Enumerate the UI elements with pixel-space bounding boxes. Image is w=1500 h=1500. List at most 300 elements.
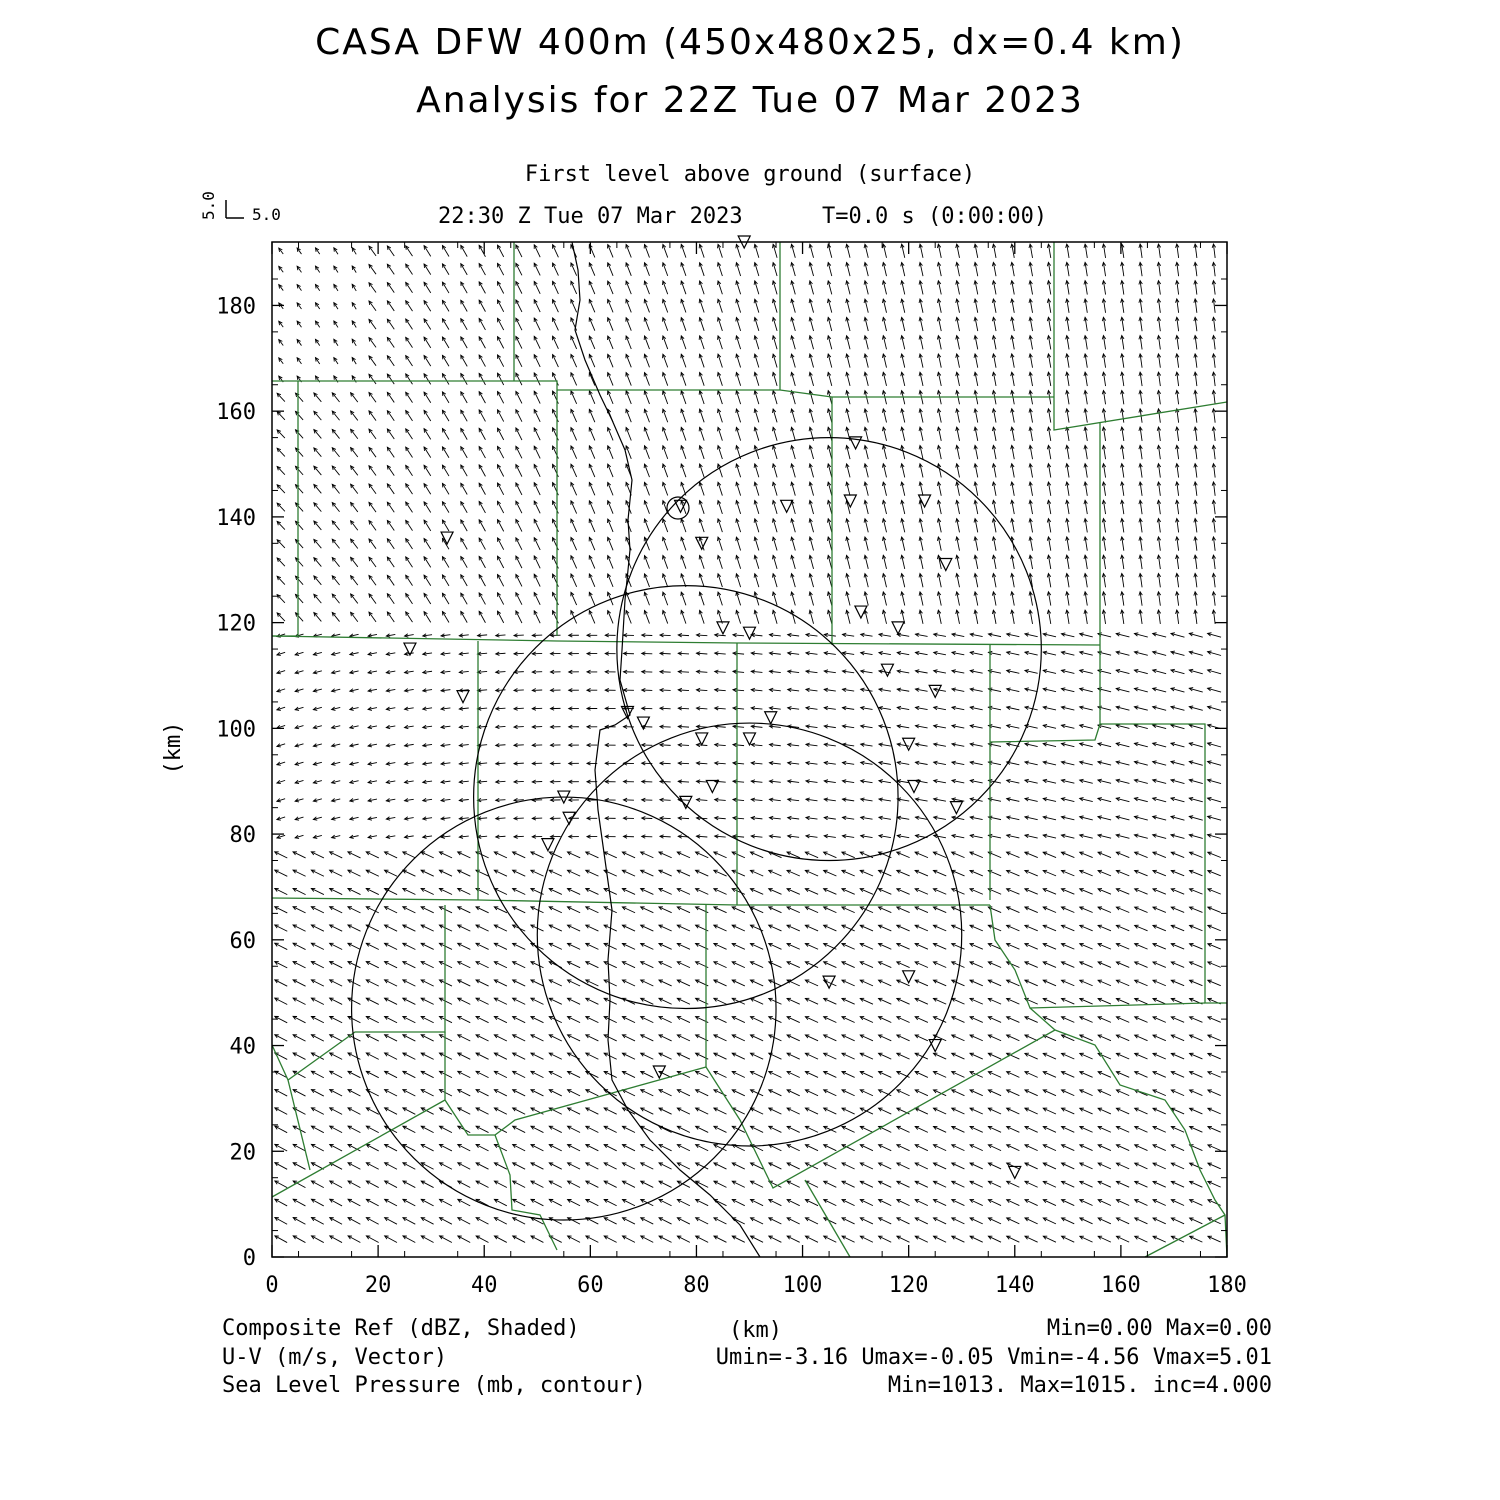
wind-vector	[531, 1035, 544, 1041]
wind-vector	[1080, 743, 1093, 747]
wind-vector	[878, 889, 891, 895]
wind-vector	[659, 1181, 672, 1187]
wind-vector	[534, 519, 540, 531]
wind-vector	[387, 392, 394, 402]
wind-vector	[769, 1017, 782, 1023]
wind-vector	[952, 1053, 965, 1059]
wind-vector	[901, 244, 905, 258]
wind-vector	[805, 962, 818, 968]
wind-vector	[772, 409, 777, 422]
y-tick-label: 140	[216, 505, 256, 531]
wind-vector	[824, 688, 836, 691]
wind-vector	[882, 244, 886, 258]
wind-vector	[386, 798, 395, 801]
wind-vector	[1135, 1126, 1148, 1132]
wind-vector	[1043, 651, 1056, 655]
wind-vector	[1208, 688, 1221, 692]
wind-vector	[424, 484, 431, 495]
wind-vector	[974, 500, 978, 514]
wind-vector	[860, 889, 873, 895]
wind-vector	[988, 725, 1001, 729]
wind-vector	[459, 835, 469, 838]
wind-vector	[1043, 761, 1056, 765]
wind-vector	[788, 743, 799, 746]
wind-vector	[864, 537, 868, 551]
wind-vector	[461, 593, 467, 604]
wind-vector	[992, 336, 996, 350]
wind-vector	[293, 1199, 305, 1206]
wind-vector	[626, 537, 631, 550]
wind-vector	[332, 411, 339, 420]
wind-vector	[1043, 816, 1056, 820]
wind-vector	[421, 1090, 433, 1096]
wind-vector	[385, 1218, 397, 1225]
wind-vector	[277, 576, 285, 584]
wind-vector	[933, 1090, 946, 1096]
wind-vector	[699, 318, 704, 331]
wind-vector	[589, 428, 595, 441]
wind-vector	[348, 980, 361, 986]
wind-vector	[586, 1090, 599, 1096]
wind-vector	[642, 816, 653, 819]
wind-vector	[1208, 834, 1221, 838]
wind-vector	[714, 1218, 727, 1224]
wind-vector	[498, 373, 504, 385]
wind-vector	[275, 1144, 287, 1151]
wind-vector	[1116, 706, 1129, 710]
wind-vector	[769, 907, 782, 913]
wind-vector	[788, 780, 799, 783]
wind-vector	[458, 998, 471, 1004]
wind-vector	[970, 925, 983, 931]
wind-vector	[824, 852, 837, 858]
wind-vector	[1171, 669, 1185, 673]
wind-vector	[934, 651, 946, 654]
wind-vector	[715, 798, 726, 801]
wind-vector	[386, 817, 395, 820]
wind-vector	[1084, 592, 1087, 606]
wind-vector	[424, 374, 431, 385]
wind-vector	[934, 834, 946, 837]
wind-vector	[567, 852, 580, 858]
wind-vector	[696, 1053, 709, 1059]
wind-vector	[915, 1108, 928, 1114]
wind-vector	[915, 1181, 928, 1187]
wind-vector	[988, 670, 1001, 674]
wind-vector	[384, 870, 397, 876]
wind-vector	[699, 501, 704, 514]
wind-vector	[956, 519, 960, 533]
wind-vector	[754, 263, 759, 276]
wind-vector	[1025, 1053, 1038, 1059]
wind-vector	[1043, 779, 1056, 783]
wind-vector	[549, 1236, 561, 1242]
wind-vector	[659, 907, 672, 913]
wind-vector	[1121, 500, 1124, 514]
wind-vector	[1047, 317, 1050, 331]
wind-vector	[461, 611, 467, 622]
wind-vector	[860, 943, 873, 949]
wind-vector	[351, 466, 358, 475]
wind-vector	[952, 925, 965, 931]
wind-vector	[586, 980, 599, 986]
wind-vector	[988, 816, 1001, 820]
wind-vector	[805, 1126, 818, 1132]
wind-vector	[717, 391, 722, 404]
wind-vector	[293, 1218, 305, 1225]
wind-vector	[1116, 962, 1129, 968]
wind-vector	[1171, 1200, 1184, 1206]
wind-vector	[1171, 816, 1185, 820]
wind-vector	[681, 244, 686, 257]
wind-vector	[1212, 610, 1215, 624]
wind-vector	[441, 652, 450, 655]
wind-vector	[1171, 889, 1184, 895]
wind-vector	[1098, 1200, 1111, 1206]
wind-vector	[1157, 482, 1160, 496]
wind-vector	[956, 445, 960, 459]
wind-vector	[348, 1071, 360, 1077]
wind-vector	[386, 652, 395, 655]
wind-vector	[293, 998, 305, 1004]
wind-vector	[1153, 1108, 1166, 1114]
wind-vector	[952, 651, 964, 654]
wind-vector	[369, 484, 376, 494]
wind-vector	[571, 336, 577, 349]
wind-vector	[1157, 610, 1160, 624]
wind-vector	[586, 1035, 599, 1041]
wind-vector	[1080, 1126, 1093, 1132]
wind-vector	[369, 338, 376, 348]
wind-vector	[314, 466, 321, 475]
wind-vector	[351, 521, 358, 530]
wind-vector	[532, 652, 542, 655]
wind-vector	[992, 317, 996, 331]
wind-vector	[1080, 1181, 1093, 1187]
wind-vector	[970, 1126, 983, 1132]
wind-vector	[644, 610, 649, 623]
wind-vector	[279, 248, 283, 254]
wind-vector	[387, 429, 394, 439]
wind-vector	[1098, 834, 1111, 838]
wind-vector	[531, 1017, 544, 1023]
wind-vector	[479, 575, 485, 586]
wind-vector	[1212, 464, 1215, 478]
wind-vector	[1061, 798, 1074, 802]
wind-vector	[1080, 1218, 1093, 1224]
wind-vector	[1043, 1181, 1056, 1187]
wind-vector	[387, 356, 394, 366]
wind-vector	[1098, 1181, 1111, 1187]
wind-vector	[607, 464, 613, 477]
wind-vector	[1102, 390, 1105, 404]
wind-vector	[970, 834, 982, 838]
wind-vector	[605, 780, 615, 783]
wind-vector	[897, 834, 909, 837]
wind-vector	[714, 962, 727, 968]
wind-vector	[864, 427, 868, 441]
wind-vector	[476, 907, 489, 913]
wind-vector	[788, 798, 799, 801]
wind-vector	[277, 430, 285, 438]
wind-vector	[626, 318, 631, 331]
wind-vector	[992, 445, 996, 459]
wind-vector	[295, 576, 303, 585]
wind-vector	[424, 264, 431, 275]
wind-vector	[587, 743, 597, 746]
wind-vector	[1171, 1126, 1184, 1132]
wind-vector	[1171, 1163, 1184, 1169]
wind-vector	[550, 688, 560, 691]
wind-vector	[751, 652, 762, 655]
wind-vector	[387, 447, 394, 457]
wind-vector	[970, 798, 982, 802]
wind-vector	[897, 1017, 910, 1023]
wind-vector	[806, 706, 818, 709]
wind-vector	[1062, 1072, 1075, 1078]
wind-vector	[677, 925, 690, 931]
wind-vector	[406, 539, 413, 549]
wind-vector	[571, 611, 577, 624]
wind-vector	[403, 980, 416, 986]
wind-vector	[498, 538, 504, 550]
wind-vector	[494, 1145, 506, 1151]
wind-vector	[988, 779, 1001, 783]
wind-vector	[607, 537, 613, 550]
wind-vector	[476, 1236, 488, 1243]
wind-vector	[369, 393, 376, 403]
wind-vector	[441, 689, 450, 692]
wind-vector	[1176, 464, 1179, 478]
wind-vector	[879, 1218, 892, 1224]
wind-vector	[1007, 1145, 1020, 1151]
wind-vector	[696, 743, 707, 746]
wind-vector	[421, 1218, 433, 1225]
wind-vector	[805, 1017, 818, 1023]
wind-vector	[1080, 816, 1093, 820]
wind-vector	[1007, 633, 1020, 637]
wind-vector	[1061, 1017, 1074, 1023]
wind-vector	[275, 888, 288, 894]
wind-vector	[879, 1053, 892, 1059]
wind-vector	[403, 1053, 415, 1059]
wind-vector	[350, 817, 359, 820]
wind-vector	[1171, 651, 1185, 655]
wind-vector	[421, 1071, 433, 1077]
wind-vector	[293, 1090, 305, 1097]
wind-vector	[662, 610, 667, 623]
wind-vector	[549, 980, 562, 986]
wind-vector	[842, 907, 855, 913]
wind-vector	[751, 743, 762, 746]
wind-vector	[440, 1236, 452, 1243]
wind-vector	[879, 1163, 892, 1169]
wind-vector	[937, 445, 941, 459]
wind-vector	[937, 537, 941, 551]
wind-vector	[1066, 372, 1069, 386]
wind-vector	[879, 1145, 892, 1151]
wind-vector	[458, 1163, 470, 1169]
wind-vector	[860, 1071, 873, 1077]
wind-vector	[514, 743, 524, 746]
wind-vector	[1190, 1145, 1203, 1151]
wind-vector	[736, 446, 741, 459]
wind-vector	[366, 980, 379, 986]
wind-vector	[293, 1144, 305, 1151]
wind-vector	[1157, 427, 1160, 441]
wind-vector	[681, 372, 686, 385]
wind-vector	[385, 1035, 397, 1041]
wind-vector	[1135, 852, 1148, 858]
wind-vector	[769, 1035, 782, 1041]
wind-vector	[385, 1236, 397, 1243]
wind-vector	[641, 870, 654, 876]
wind-vector	[956, 336, 960, 350]
wind-vector	[1153, 852, 1166, 858]
wind-vector	[1189, 761, 1202, 765]
wind-vector	[476, 1017, 489, 1023]
wind-vector	[295, 689, 303, 692]
wind-vector	[659, 870, 672, 876]
wind-vector	[1098, 998, 1111, 1004]
wind-vector	[494, 1017, 507, 1023]
wind-vector	[549, 1071, 562, 1077]
wind-vector	[1047, 610, 1050, 624]
wind-vector	[1194, 336, 1197, 350]
wind-vector	[496, 762, 506, 765]
wind-vector	[534, 373, 540, 385]
wind-vector	[1171, 761, 1185, 765]
wind-vector	[550, 798, 560, 801]
wind-vector	[476, 888, 489, 894]
wind-vector	[424, 282, 431, 293]
wind-vector	[626, 592, 631, 605]
wind-vector	[717, 464, 722, 477]
wind-vector	[479, 373, 485, 384]
wind-vector	[277, 799, 285, 802]
wind-vector	[842, 798, 854, 801]
wind-vector	[534, 263, 540, 275]
wind-vector	[479, 264, 485, 275]
wind-vector	[1190, 962, 1203, 968]
wind-vector	[879, 1181, 892, 1187]
wind-vector	[732, 1181, 745, 1187]
wind-vector	[461, 465, 467, 476]
wind-vector	[406, 429, 413, 439]
wind-vector	[791, 500, 796, 513]
wind-vector	[933, 889, 946, 895]
wind-vector	[824, 962, 837, 968]
wind-vector	[696, 907, 709, 913]
wind-vector	[549, 1035, 562, 1041]
wind-vector	[1043, 998, 1056, 1004]
wind-vector	[1084, 519, 1087, 533]
wind-vector	[553, 300, 559, 313]
wind-vector	[824, 725, 836, 728]
wind-vector	[970, 1072, 983, 1078]
wind-vector	[387, 612, 394, 622]
wind-vector	[933, 998, 946, 1004]
wind-vector	[1011, 610, 1015, 624]
wind-vector	[644, 391, 649, 404]
wind-vector	[842, 1236, 855, 1242]
wind-vector	[769, 1181, 782, 1187]
wind-vector	[494, 998, 507, 1004]
wind-vector	[421, 1181, 433, 1188]
wind-vector	[626, 427, 631, 440]
wind-vector	[934, 670, 946, 673]
wind-vector	[622, 1145, 635, 1151]
wind-vector	[1080, 998, 1093, 1004]
wind-vector	[642, 798, 653, 801]
wind-vector	[1080, 1053, 1093, 1059]
wind-vector	[567, 925, 580, 931]
wind-vector	[788, 688, 799, 691]
wind-vector	[279, 358, 283, 364]
wind-vector	[860, 1200, 873, 1206]
wind-vector	[1061, 998, 1074, 1004]
wind-vector	[626, 373, 631, 386]
wind-vector	[458, 1236, 470, 1243]
wind-vector	[550, 743, 560, 746]
wind-vector	[677, 1035, 690, 1041]
wind-vector	[424, 301, 431, 312]
wind-vector	[659, 1236, 671, 1242]
wind-vector	[607, 318, 613, 331]
wind-vector	[864, 592, 868, 606]
wind-vector	[956, 500, 960, 514]
wind-vector	[297, 248, 301, 254]
wind-vector	[1208, 943, 1221, 949]
wind-vector	[750, 980, 763, 986]
wind-vector	[586, 925, 599, 931]
wind-vector	[882, 445, 886, 459]
wind-vector	[386, 689, 395, 692]
wind-vector	[860, 852, 873, 858]
wind-vector	[1102, 445, 1105, 459]
wind-vector	[678, 798, 689, 801]
wind-vector	[513, 998, 526, 1004]
wind-vector	[351, 448, 358, 457]
wind-vector	[366, 1090, 378, 1096]
wind-vector	[732, 870, 745, 876]
wind-vector	[732, 998, 745, 1004]
wind-vector	[549, 998, 562, 1004]
wind-vector	[458, 1090, 470, 1096]
wind-vector	[769, 943, 782, 949]
station-marker	[881, 664, 893, 676]
wind-vector	[1176, 262, 1179, 276]
wind-vector	[1007, 943, 1020, 949]
wind-vector	[864, 317, 868, 331]
wind-vector	[659, 1108, 672, 1114]
wind-vector	[732, 1108, 745, 1114]
wind-vector	[571, 574, 577, 587]
wind-vector	[842, 943, 855, 949]
wind-vector	[1043, 798, 1056, 802]
wind-vector	[805, 1071, 818, 1077]
wind-vector	[350, 835, 359, 838]
wind-vector	[442, 355, 449, 366]
wind-vector	[330, 852, 343, 858]
wind-vector	[788, 633, 799, 636]
wind-vector	[1043, 1145, 1056, 1151]
wind-vector	[604, 1199, 616, 1205]
wind-vector	[1025, 962, 1038, 968]
wind-vector	[1153, 962, 1166, 968]
wind-vector	[571, 556, 577, 569]
wind-vector	[897, 1072, 910, 1078]
